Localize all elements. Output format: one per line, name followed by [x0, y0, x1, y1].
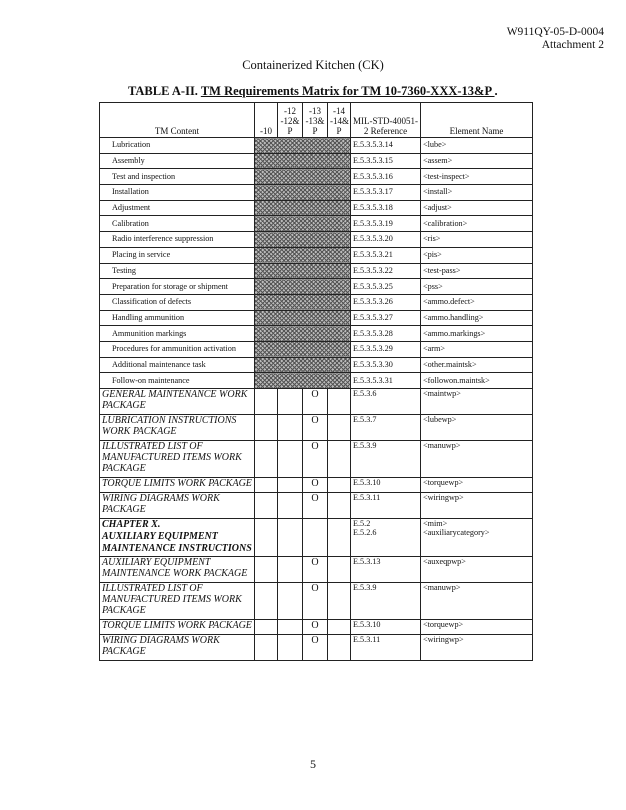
reference-cell: E.5.3.5.3.19: [351, 216, 421, 232]
table-row: [100, 389, 533, 415]
tm-content-cell: Installation: [100, 185, 255, 201]
tm-content-cell: TORQUE LIMITS WORK PACKAGE: [100, 620, 255, 635]
element-name-cell: <ris>: [421, 232, 533, 248]
reference-cell: E.5.3.9: [351, 583, 421, 620]
hatched-cell: [255, 341, 351, 357]
chapter-element: <auxiliarycategory>: [423, 528, 490, 537]
page-header: [507, 26, 604, 52]
element-name-cell: <pss>: [421, 279, 533, 295]
element-name-cell: <install>: [421, 185, 533, 201]
element-name-cell: <wiringwp>: [421, 635, 533, 661]
table-row: [100, 583, 533, 620]
reference-cell: E.5.3.5.3.22: [351, 263, 421, 279]
reference-cell: [351, 519, 421, 557]
col-header-element: Element Name: [421, 103, 533, 138]
hatched-cell: [255, 138, 351, 154]
col-12-cell: [278, 583, 303, 620]
col-10-cell: [255, 635, 278, 661]
col-14-cell: [328, 635, 351, 661]
tm-content-cell: GENERAL MAINTENANCE WORK PACKAGE: [100, 389, 255, 415]
element-name-cell: <lubewp>: [421, 415, 533, 441]
reference-cell: E.5.3.7: [351, 415, 421, 441]
chapter-reference: E.5.2.6: [353, 528, 377, 537]
reference-cell: E.5.3.5.3.31: [351, 373, 421, 389]
element-name-cell: <pis>: [421, 247, 533, 263]
col-13-mark: O: [303, 415, 328, 441]
table-row: [100, 557, 533, 583]
col-12-cell: [278, 415, 303, 441]
table-row: [100, 247, 533, 263]
reference-cell: E.5.3.11: [351, 493, 421, 519]
table-row: [100, 200, 533, 216]
tm-content-cell: Additional maintenance task: [100, 357, 255, 373]
element-name-cell: <wiringwp>: [421, 493, 533, 519]
reference-cell: E.5.3.5.3.27: [351, 310, 421, 326]
col-14-cell: [328, 389, 351, 415]
tm-content-cell: LUBRICATION INSTRUCTIONS WORK PACKAGE: [100, 415, 255, 441]
col-13-mark: O: [303, 478, 328, 493]
element-name-cell: <followon.maintsk>: [421, 373, 533, 389]
hatched-cell: [255, 373, 351, 389]
element-name-cell: <other.maintsk>: [421, 357, 533, 373]
hatched-cell: [255, 153, 351, 169]
element-name-cell: <test-inspect>: [421, 169, 533, 185]
col-header-10: -10: [255, 103, 278, 138]
table-title: [128, 84, 498, 99]
col-10-cell: [255, 478, 278, 493]
col-13-mark: O: [303, 635, 328, 661]
col-10-cell: [255, 493, 278, 519]
reference-cell: E.5.3.5.3.18: [351, 200, 421, 216]
table-row: [100, 441, 533, 478]
col-12-cell: [278, 557, 303, 583]
hatched-cell: [255, 200, 351, 216]
reference-cell: E.5.3.5.3.16: [351, 169, 421, 185]
reference-cell: E.5.3.10: [351, 478, 421, 493]
tm-content-cell: ILLUSTRATED LIST OF MANUFACTURED ITEMS WORK PACKAGE: [100, 583, 255, 620]
hatched-cell: [255, 216, 351, 232]
col-13-mark: O: [303, 389, 328, 415]
chapter-reference: E.5.2: [353, 519, 371, 528]
chapter-row: [100, 519, 533, 557]
tm-content-cell: Calibration: [100, 216, 255, 232]
col-14-cell: [328, 415, 351, 441]
hatched-cell: [255, 263, 351, 279]
tm-content-cell: Handling ammunition: [100, 310, 255, 326]
col-14-cell: [328, 557, 351, 583]
element-name-cell: <adjust>: [421, 200, 533, 216]
table-title-prefix: TABLE A-II.: [128, 84, 201, 98]
contract-number: W911QY-05-D-0004: [506, 26, 604, 38]
tm-requirements-table: [99, 102, 533, 661]
table-row: [100, 310, 533, 326]
tm-content-cell: AUXILIARY EQUIPMENT MAINTENANCE WORK PACKAGE: [100, 557, 255, 583]
col-12-cell: [278, 519, 303, 557]
table-header-row: [100, 103, 533, 138]
element-name-cell: <ammo.handling>: [421, 310, 533, 326]
reference-cell: E.5.3.11: [351, 635, 421, 661]
reference-cell: E.5.3.5.3.20: [351, 232, 421, 248]
col-13-mark: O: [303, 620, 328, 635]
col-10-cell: [255, 389, 278, 415]
col-12-cell: [278, 493, 303, 519]
tm-content-cell: Radio interference suppression: [100, 232, 255, 248]
hatched-cell: [255, 310, 351, 326]
table-row: [100, 341, 533, 357]
table-row: [100, 263, 533, 279]
reference-cell: E.5.3.5.3.17: [351, 185, 421, 201]
col-header-14: -14 -14& P: [328, 103, 351, 138]
tm-content-cell: Test and inspection: [100, 169, 255, 185]
col-13-mark: O: [303, 493, 328, 519]
element-name-cell: <ammo.markings>: [421, 326, 533, 342]
reference-cell: E.5.3.13: [351, 557, 421, 583]
table-row: [100, 294, 533, 310]
col-10-cell: [255, 620, 278, 635]
tm-content-cell: Preparation for storage or shipment: [100, 279, 255, 295]
document-title: Containerized Kitchen (CK): [242, 58, 384, 72]
attachment-label: Attachment 2: [541, 39, 604, 51]
col-13-mark: O: [303, 441, 328, 478]
col-14-cell: [328, 493, 351, 519]
chapter-number: CHAPTER X.: [102, 519, 161, 530]
table-row: [100, 279, 533, 295]
table-row: [100, 415, 533, 441]
table-row: [100, 185, 533, 201]
tm-content-cell: WIRING DIAGRAMS WORK PACKAGE: [100, 635, 255, 661]
col-13-mark: O: [303, 557, 328, 583]
col-13-mark: O: [303, 583, 328, 620]
element-name-cell: <ammo.defect>: [421, 294, 533, 310]
col-14-cell: [328, 519, 351, 557]
element-name-cell: <assem>: [421, 153, 533, 169]
element-name-cell: <auxeqpwp>: [421, 557, 533, 583]
col-header-content: TM Content: [100, 103, 255, 138]
reference-cell: E.5.3.5.3.28: [351, 326, 421, 342]
col-10-cell: [255, 441, 278, 478]
reference-cell: E.5.3.9: [351, 441, 421, 478]
element-name-cell: <lube>: [421, 138, 533, 154]
col-14-cell: [328, 583, 351, 620]
table-row: [100, 169, 533, 185]
col-10-cell: [255, 519, 278, 557]
table-row: [100, 138, 533, 154]
col-14-cell: [328, 441, 351, 478]
hatched-cell: [255, 232, 351, 248]
hatched-cell: [255, 326, 351, 342]
col-14-cell: [328, 478, 351, 493]
table-row: [100, 326, 533, 342]
reference-cell: E.5.3.5.3.14: [351, 138, 421, 154]
tm-content-cell: Assembly: [100, 153, 255, 169]
table-row: [100, 232, 533, 248]
element-name-cell: <test-pass>: [421, 263, 533, 279]
tm-content-cell: Lubrication: [100, 138, 255, 154]
table-row: [100, 216, 533, 232]
table-row: [100, 635, 533, 661]
reference-cell: E.5.3.6: [351, 389, 421, 415]
tm-content-cell: WIRING DIAGRAMS WORK PACKAGE: [100, 493, 255, 519]
chapter-title: AUXILIARY EQUIPMENT MAINTENANCE INSTRUCTIONS: [102, 531, 252, 554]
hatched-cell: [255, 279, 351, 295]
chapter-heading-cell: [100, 519, 255, 557]
table-title-suffix: .: [494, 84, 498, 98]
col-header-13: -13 -13& P: [303, 103, 328, 138]
tm-content-cell: Ammunition markings: [100, 326, 255, 342]
tm-content-cell: ILLUSTRATED LIST OF MANUFACTURED ITEMS WORK PACKAGE: [100, 441, 255, 478]
page-number: 5: [310, 757, 316, 771]
tm-content-cell: Placing in service: [100, 247, 255, 263]
table-row: [100, 620, 533, 635]
col-14-cell: [328, 620, 351, 635]
col-12-cell: [278, 635, 303, 661]
tm-content-cell: Follow-on maintenance: [100, 373, 255, 389]
tm-content-cell: Procedures for ammunition activation: [100, 341, 255, 357]
col-header-reference: MIL-STD-40051-2 Reference: [351, 103, 421, 138]
table-row: [100, 373, 533, 389]
chapter-element: <mim>: [423, 519, 448, 528]
tm-content-cell: Classification of defects: [100, 294, 255, 310]
element-name-cell: <calibration>: [421, 216, 533, 232]
element-name-cell: <manuwp>: [421, 583, 533, 620]
hatched-cell: [255, 294, 351, 310]
element-name-cell: <manuwp>: [421, 441, 533, 478]
table-row: [100, 153, 533, 169]
reference-cell: E.5.3.5.3.29: [351, 341, 421, 357]
col-10-cell: [255, 583, 278, 620]
col-12-cell: [278, 441, 303, 478]
col-13-cell: [303, 519, 328, 557]
reference-cell: E.5.3.5.3.25: [351, 279, 421, 295]
table-row: [100, 357, 533, 373]
reference-cell: E.5.3.5.3.21: [351, 247, 421, 263]
reference-cell: E.5.3.5.3.30: [351, 357, 421, 373]
table-title-underlined: TM Requirements Matrix for TM 10-7360-XXX-13&P: [200, 84, 495, 98]
tm-content-cell: TORQUE LIMITS WORK PACKAGE: [100, 478, 255, 493]
table-row: [100, 493, 533, 519]
tm-content-cell: Adjustment: [100, 200, 255, 216]
col-12-cell: [278, 620, 303, 635]
col-12-cell: [278, 389, 303, 415]
hatched-cell: [255, 169, 351, 185]
element-name-cell: <arm>: [421, 341, 533, 357]
element-name-cell: <torquewp>: [421, 478, 533, 493]
col-10-cell: [255, 557, 278, 583]
reference-cell: E.5.3.10: [351, 620, 421, 635]
reference-cell: E.5.3.5.3.26: [351, 294, 421, 310]
hatched-cell: [255, 247, 351, 263]
col-10-cell: [255, 415, 278, 441]
table-row: [100, 478, 533, 493]
col-12-cell: [278, 478, 303, 493]
reference-cell: E.5.3.5.3.15: [351, 153, 421, 169]
hatched-cell: [255, 185, 351, 201]
hatched-cell: [255, 357, 351, 373]
col-header-12: -12 -12& P: [278, 103, 303, 138]
element-name-cell: <torquewp>: [421, 620, 533, 635]
element-name-cell: <maintwp>: [421, 389, 533, 415]
element-name-cell: [421, 519, 533, 557]
tm-content-cell: Testing: [100, 263, 255, 279]
